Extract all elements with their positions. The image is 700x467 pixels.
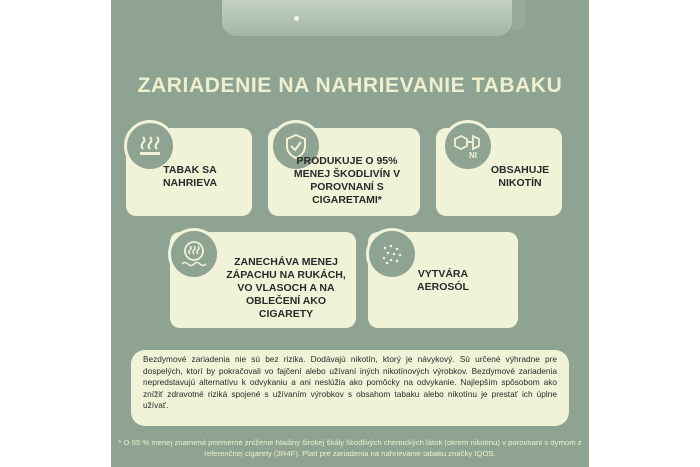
card-heats-tobacco-label: TABAK SA NAHRIEVA <box>162 164 218 189</box>
card-less-harmful-label: PRODUKUJE O 95% MENEJ ŠKODLIVÍN V POROVNANÍ S CIGARETAMI* <box>293 155 401 206</box>
device-tip <box>512 0 526 30</box>
card-contains-nicotine-label: OBSAHUJE NIKOTÍN <box>490 164 550 189</box>
page-title: ZARIADENIE NA NAHRIEVANIE TABAKU <box>137 74 563 97</box>
heating-device-image <box>222 0 512 36</box>
device-led <box>294 16 299 21</box>
card-aerosol-label: VYTVÁRA AEROSÓL <box>417 268 469 293</box>
odor-icon <box>168 228 220 280</box>
footnote: * O 95 % menej znamená priemerné zníženie hladiny širokej škály škodlivých chemických látok (okrem nikotínu) v porovnaní s dymom z referenčnej cigarety (3R4F). Platí pre zariadenia na nahrievanie tabaku značky IQOS. <box>118 438 582 458</box>
health-warning-box: Bezdymové zariadenia nie sú bez rizika. Dodávajú nikotín, ktorý je návykový. Sú určené výhradne pre dospelých, ktorí by pokračovali vo fajčení alebo užívaní iných nikotínových výrobkov. Bezdymové zariadenia nepredstavujú alternatívu k odvykaniu a ani neslúžia ako pomôcky na odvykanie. Najlepším spôsobom ako znížiť zdravotné riziká spojené s užívaním výrobkov s obsahom tabaku alebo nikotínu je prestať ich úplne užívať. <box>131 350 569 426</box>
card-less-odor-label: ZANECHÁVA MENEJ ZÁPACHU NA RUKÁCH, VO VLASOCH A NA OBLEČENÍ AKO CIGARETY <box>226 256 346 320</box>
svg-text:NI: NI <box>469 151 477 160</box>
